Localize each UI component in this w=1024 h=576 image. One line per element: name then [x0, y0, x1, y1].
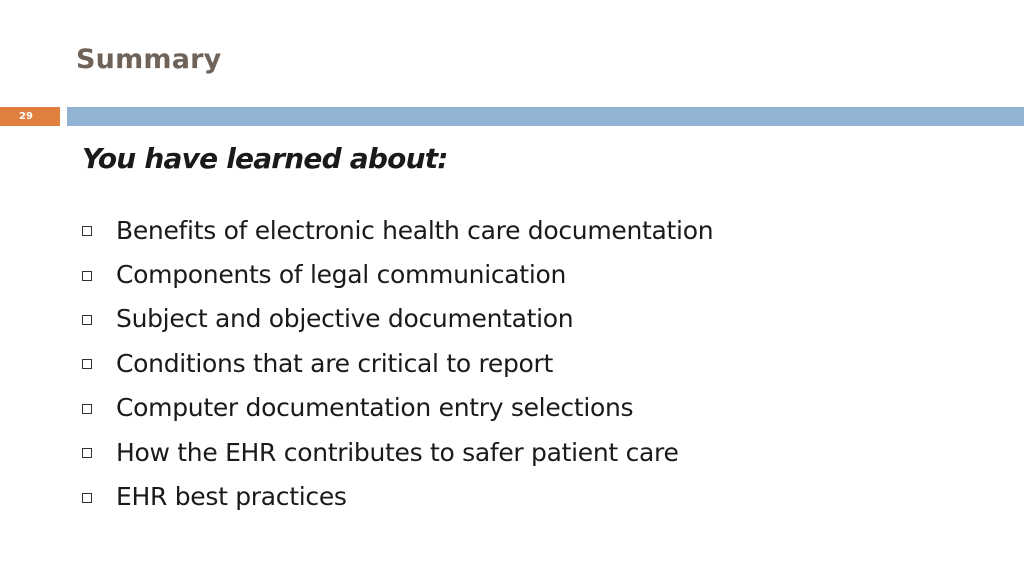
title-bar: [67, 107, 1024, 126]
bullet-text: Computer documentation entry selections: [116, 393, 634, 423]
square-outline-icon: [82, 315, 92, 325]
list-item: [82, 474, 713, 518]
list-item: [82, 386, 713, 430]
bullet-text: Components of legal communication: [116, 260, 567, 290]
square-outline-icon: [82, 404, 92, 414]
square-outline-icon: [82, 448, 92, 458]
bullet-text: Conditions that are critical to report: [116, 348, 554, 378]
bullet-text: How the EHR contributes to safer patient care: [116, 437, 679, 467]
square-outline-icon: [82, 271, 92, 281]
list-item: [82, 208, 713, 252]
list-item: [82, 341, 713, 385]
slide-title: Summary: [76, 44, 222, 75]
square-outline-icon: [82, 359, 92, 369]
page-number-box: [0, 107, 60, 126]
bullet-text: EHR best practices: [116, 482, 347, 512]
square-outline-icon: [82, 226, 92, 236]
list-item: [82, 430, 713, 474]
square-outline-icon: [82, 493, 92, 503]
list-item: [82, 252, 713, 296]
page-number: 29: [19, 111, 33, 122]
bullet-text: Benefits of electronic health care documentation: [116, 215, 714, 245]
list-item: [82, 297, 713, 341]
subheading: You have learned about:: [82, 142, 448, 175]
bullet-text: Subject and objective documentation: [116, 304, 574, 334]
bullet-list: [82, 208, 713, 519]
